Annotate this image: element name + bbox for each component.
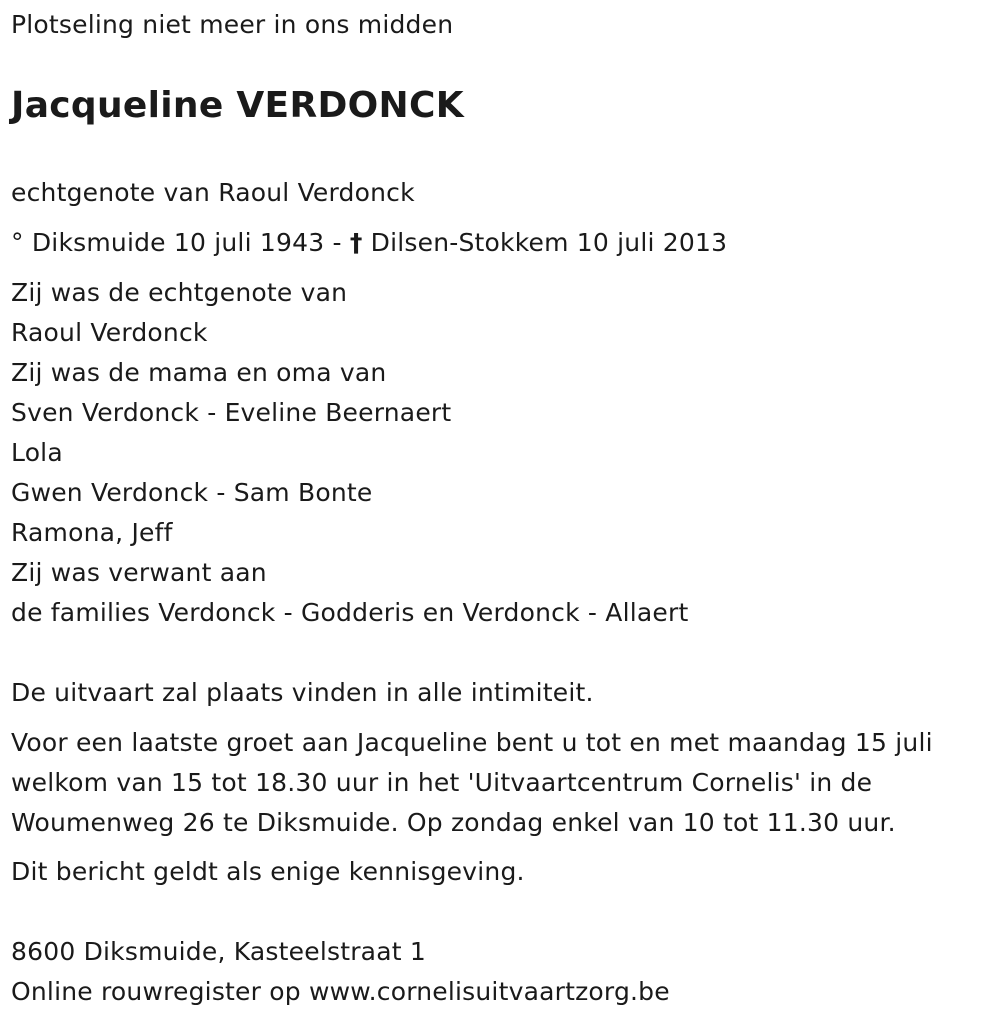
death-date: Dilsen-Stokkem 10 juli 2013	[362, 228, 728, 257]
family-line: Zij was de mama en oma van	[11, 358, 387, 387]
funeral-text: De uitvaart zal plaats vinden in alle intimiteit.	[11, 678, 594, 707]
dates-line	[11, 228, 727, 258]
family-line: Zij was de echtgenote van	[11, 278, 348, 307]
family-line: Zij was verwant aan	[11, 558, 267, 587]
online-register-text: Online rouwregister op www.cornelisuitvaartzorg.be	[11, 977, 670, 1006]
address-text: 8600 Diksmuide, Kasteelstraat 1	[11, 937, 426, 966]
visit-line: welkom van 15 tot 18.30 uur in het 'Uitvaartcentrum Cornelis' in de	[11, 768, 873, 797]
visit-line: Woumenweg 26 te Diksmuide. Op zondag enkel van 10 tot 11.30 uur.	[11, 808, 896, 837]
spouse-line: echtgenote van Raoul Verdonck	[11, 178, 415, 207]
family-line: de families Verdonck - Godderis en Verdonck - Allaert	[11, 598, 689, 627]
notice-text: Dit bericht geldt als enige kennisgeving.	[11, 857, 525, 886]
visit-line: Voor een laatste groet aan Jacqueline bent u tot en met maandag 15 juli	[11, 728, 933, 757]
birth-date: ° Diksmuide 10 juli 1943 -	[11, 228, 350, 257]
deceased-name: Jacqueline VERDONCK	[11, 85, 464, 126]
cross-icon: †	[349, 228, 363, 257]
family-line: Lola	[11, 438, 63, 467]
family-line: Ramona, Jeff	[11, 518, 173, 547]
family-line: Gwen Verdonck - Sam Bonte	[11, 478, 373, 507]
family-line: Raoul Verdonck	[11, 318, 208, 347]
family-line: Sven Verdonck - Eveline Beernaert	[11, 398, 452, 427]
intro-text: Plotseling niet meer in ons midden	[11, 10, 454, 39]
